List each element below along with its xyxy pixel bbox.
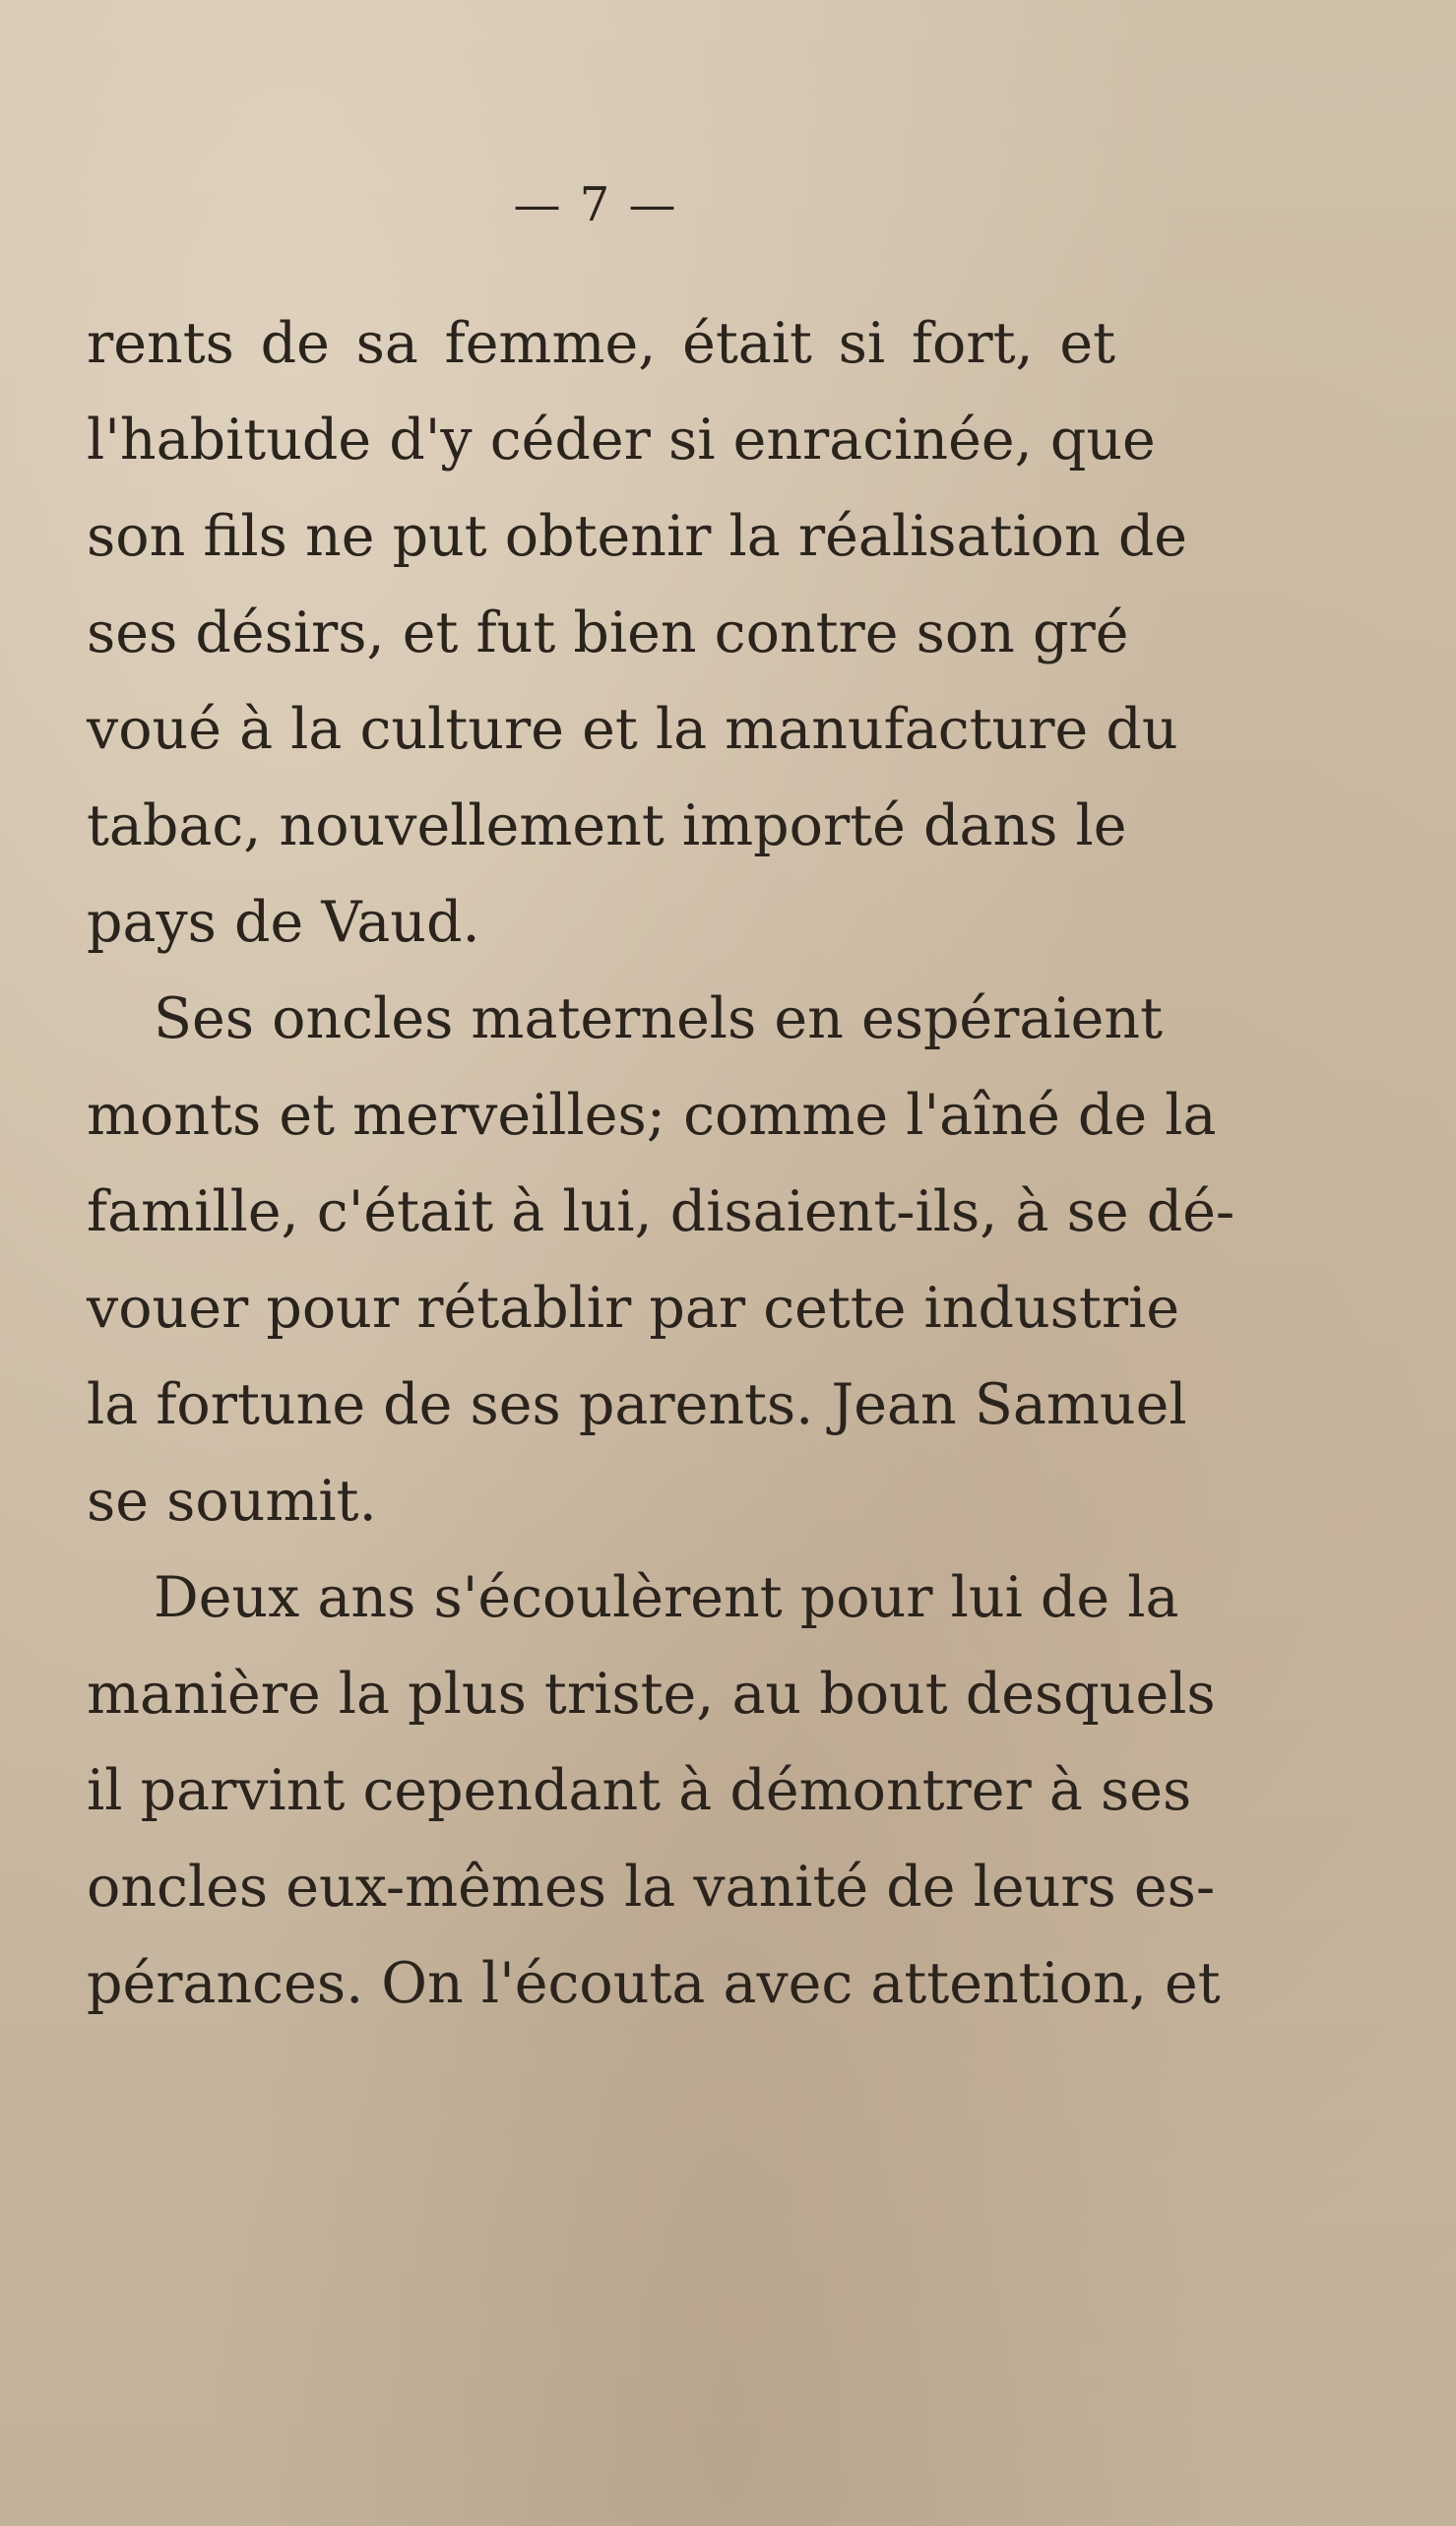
text-line: oncles eux-mêmes la vanité de leurs es- <box>87 1855 1216 1920</box>
text-line: Deux ans s'écoulèrent pour lui de la <box>154 1565 1179 1630</box>
text-line: Ses oncles maternels en espéraient <box>154 986 1163 1051</box>
text-line: l'habitude d'y céder si enracinée, que <box>87 408 1156 473</box>
text-line: pays de Vaud. <box>87 890 480 955</box>
text-line: manière la plus triste, au bout desquels <box>87 1662 1216 1727</box>
text-line: vouer pour rétablir par cette industrie <box>87 1276 1180 1341</box>
body-text <box>87 295 1235 2032</box>
text-line: monts et merveilles; comme l'aîné de la <box>87 1083 1217 1148</box>
text-line: la fortune de ses parents. Jean Samuel <box>87 1372 1187 1437</box>
text-line: famille, c'était à lui, disaient-ils, à se dé- <box>87 1179 1235 1244</box>
text-line: rents de sa femme, était si fort, et <box>87 311 1115 376</box>
page-number: — 7 — <box>513 177 678 232</box>
text-line: ses désirs, et fut bien contre son gré <box>87 600 1129 665</box>
text-line: pérances. On l'écouta avec attention, et <box>87 1951 1221 2016</box>
text-line: il parvint cependant à démontrer à ses <box>87 1758 1192 1823</box>
text-line: tabac, nouvellement importé dans le <box>87 793 1127 858</box>
text-line: son fils ne put obtenir la réalisation de <box>87 504 1188 569</box>
text-line: se soumit. <box>87 1469 377 1534</box>
text-line: voué à la culture et la manufacture du <box>87 697 1178 762</box>
